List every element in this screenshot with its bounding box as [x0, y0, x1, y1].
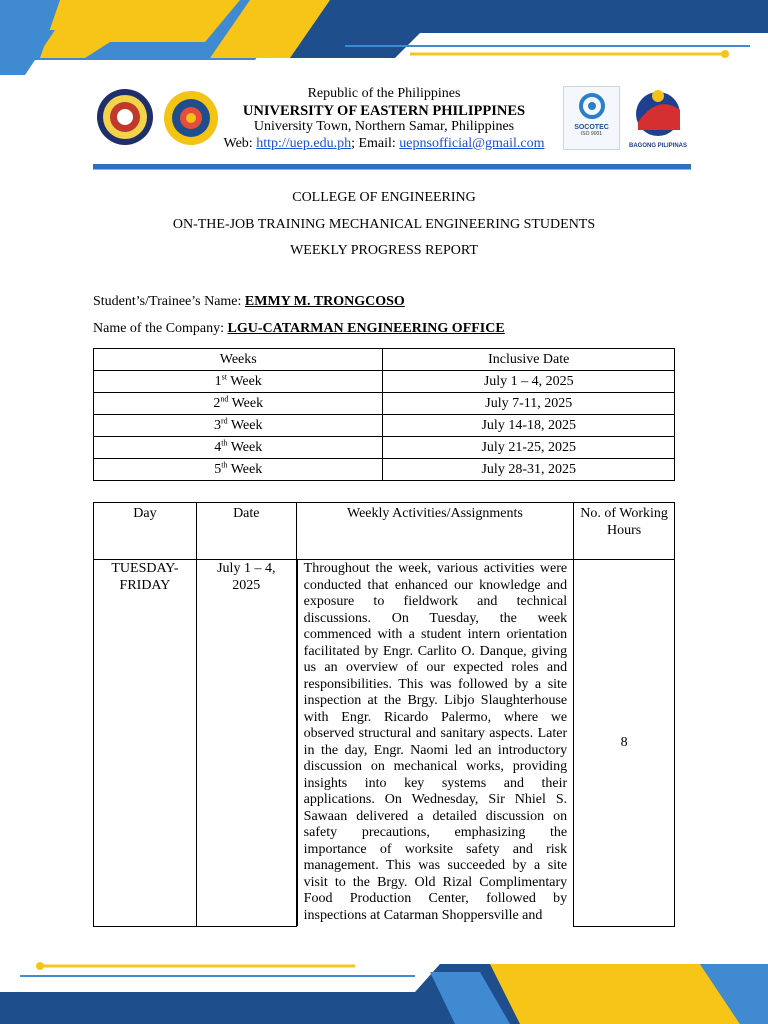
date-header: Date: [196, 503, 296, 560]
activities-table: [93, 502, 675, 927]
week-number: 2: [213, 395, 221, 411]
weeks-table: [93, 348, 675, 481]
week-number: 4: [214, 439, 222, 455]
week-word: Week: [228, 395, 264, 411]
week-ordinal: th: [221, 459, 228, 469]
company-name-value: LGU-CATARMAN ENGINEERING OFFICE: [227, 321, 505, 336]
date-cell: July 1 – 4, 2025: [196, 560, 296, 927]
web-label: Web:: [223, 135, 257, 151]
week-ordinal: rd: [221, 415, 228, 425]
university-address: University Town, Northern Samar, Philippines: [253, 119, 515, 134]
date-cell: July 7-11, 2025: [383, 393, 675, 415]
week-ordinal: th: [221, 437, 228, 447]
college-title: COLLEGE OF ENGINEERING: [292, 190, 476, 205]
table-row: [94, 371, 675, 393]
company-name-label: Name of the Company:: [93, 321, 228, 336]
date-cell: July 14-18, 2025: [383, 415, 675, 437]
table-row: [94, 393, 675, 415]
report-title: WEEKLY PROGRESS REPORT: [290, 243, 478, 258]
bagong-pilipinas-label: BAGONG PILIPINAS: [628, 143, 687, 149]
program-title: ON-THE-JOB TRAINING MECHANICAL ENGINEERING STUDENTS: [172, 216, 596, 232]
socotec-emblem-icon: [577, 93, 607, 119]
week-cell: [94, 459, 383, 481]
activity-description-cell: Throughout the week, various activities were conducted that enhanced our knowledge and exposure to fieldwork and technical discussions. On Tuesday, the week commenced with a student intern orientation facilitated by Engr. Carlito O. Danque, giving us an overview of our expected roles and responsibilities. This was followed by a site inspection at the Brgy. Libjo Slaughterhouse with Engr. Ricardo Palermo, where we observed structural and sanitary aspects. Later in the day, Engr. Naomi led an introductory discussion on mechanical works, providing insights into key systems and their applications. On Wednesday, Sir Nhiel S. Sawaan delivered a detailed discussion on safety precautions, emphasizing the importance of worksite safety and risk management. This was succeeded by a site visit to the Brgy. Old Rizal Complimentary Food Production Center, followed by inspections at Catarman Shoppersville and: [297, 560, 573, 926]
week-number: 5: [214, 461, 222, 477]
week-cell: [94, 437, 383, 459]
week-ordinal: nd: [220, 393, 229, 403]
republic-line: Republic of the Philippines: [307, 86, 461, 101]
student-name-value: EMMY M. TRONGCOSO: [244, 294, 405, 309]
working-hours-cell: 8: [574, 560, 675, 927]
weeks-header: Weeks: [94, 349, 383, 371]
contact-line: [200, 136, 568, 153]
inclusive-date-header: Inclusive Date: [383, 349, 675, 371]
website-link[interactable]: http://uep.edu.ph: [256, 135, 352, 151]
iso-label: ISO 9001: [580, 131, 603, 137]
date-cell: July 1 – 4, 2025: [383, 371, 675, 393]
weeks-table-header: [94, 349, 675, 371]
week-number: 3: [214, 417, 222, 433]
week-cell: [94, 371, 383, 393]
student-name-line: [93, 294, 405, 310]
bagong-pilipinas-emblem-icon: [631, 86, 685, 138]
week-word: Week: [227, 417, 263, 433]
activities-header: Weekly Activities/Assignments: [296, 503, 573, 560]
week-word: Week: [227, 373, 262, 389]
working-hours-header: No. of Working Hours: [574, 503, 675, 560]
day-header: Day: [94, 503, 197, 560]
email-link[interactable]: uepnsofficial@gmail.com: [399, 135, 545, 151]
email-label: ; Email:: [351, 135, 400, 151]
socotec-label: SOCOTEC: [574, 124, 609, 131]
bagong-pilipinas-logo: [624, 86, 692, 150]
company-name-line: [93, 321, 505, 337]
date-cell: July 28-31, 2025: [383, 459, 675, 481]
bottom-decorative-banner: [0, 954, 768, 1024]
university-name: UNIVERSITY OF EASTERN PHILIPPINES: [242, 102, 526, 119]
week-cell: [94, 393, 383, 415]
week-word: Week: [227, 461, 263, 477]
date-cell: July 21-25, 2025: [383, 437, 675, 459]
table-row: [94, 415, 675, 437]
week-ordinal: st: [221, 371, 228, 381]
day-cell: TUESDAY-FRIDAY: [94, 560, 197, 927]
report-titles: [93, 190, 675, 270]
top-decorative-banner: [0, 0, 768, 75]
letterhead-header: [0, 86, 768, 166]
table-row: [94, 459, 675, 481]
table-row: [94, 437, 675, 459]
socotec-iso-logo: [563, 86, 620, 150]
student-name-label: Student’s/Trainee’s Name:: [93, 294, 245, 309]
week-word: Week: [227, 439, 263, 455]
header-divider: [93, 164, 691, 170]
activities-table-header: [94, 503, 675, 560]
week-cell: [94, 415, 383, 437]
uep-seal-logo: [94, 88, 156, 146]
week-number: 1: [214, 373, 222, 389]
table-row: [94, 560, 675, 927]
letterhead-text: [200, 86, 568, 152]
